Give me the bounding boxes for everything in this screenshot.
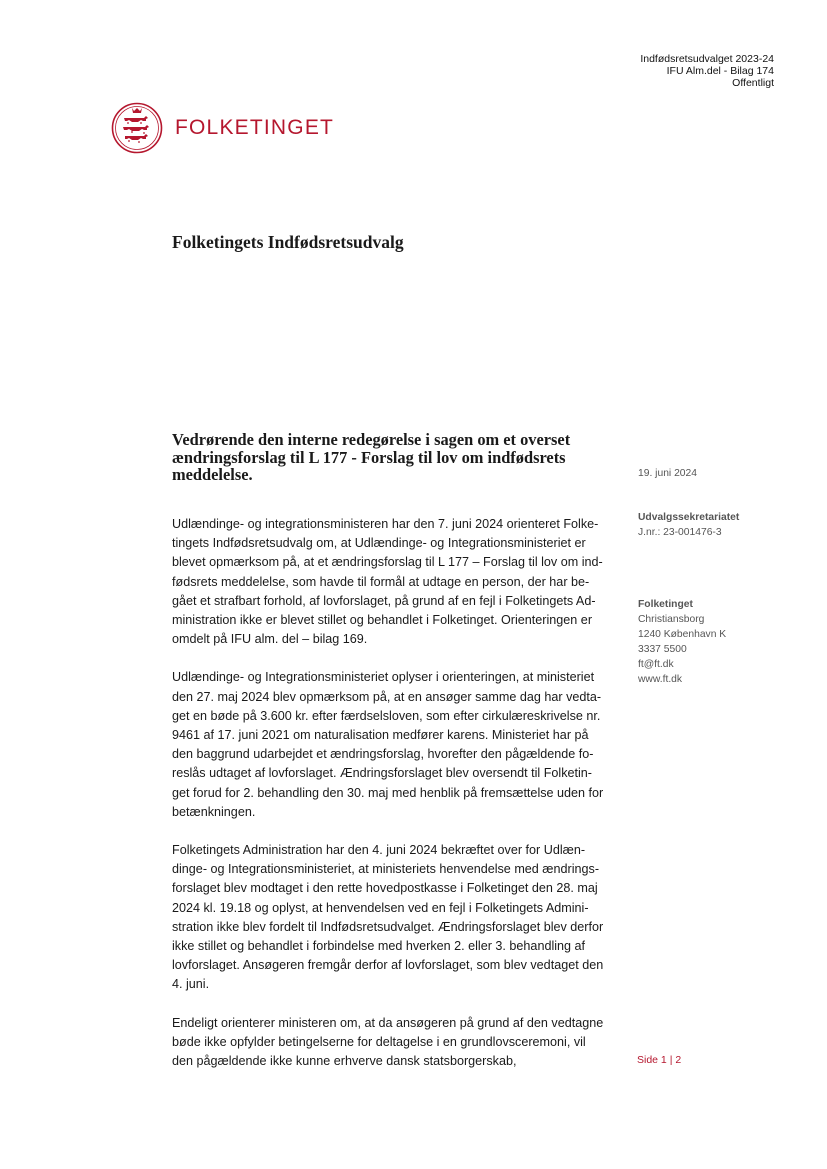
subject-heading: Vedrørende den interne redegørelse i sagen om et overset ændringsforslag til L 177 - Forslag til lov om indfødsrets meddelelse. xyxy=(172,430,571,484)
letter-date: 19. juni 2024 xyxy=(638,468,697,479)
website: www.ft.dk xyxy=(638,674,683,685)
ref-status: Offentligt xyxy=(732,77,774,89)
secretariat-block xyxy=(638,510,739,540)
address-line: Christiansborg xyxy=(638,614,705,625)
page-number: Side 1 | 2 xyxy=(637,1054,682,1066)
journal-number: J.nr.: 23-001476-3 xyxy=(638,527,722,538)
letter-body xyxy=(172,515,608,1090)
document-reference xyxy=(640,53,774,89)
body-paragraph: Folketingets Administration har den 4. juni 2024 bekræftet over for Udlæn-dinge- og Integrationsministeriet, at ministeriets henvendelse med ændrings-forslaget blev modtaget i den rette hovedpostkasse i Folketinget den 28. maj 2024 kl. 19.18 og oplyst, at henvendelsen ved en fejl i Folketingets Admini-stration ikke blev fordelt til Indfødsretsudvalget. Ændringsforslaget blev derfor ikke stillet og behandlet i forbindelse med hverken 2. eller 3. behandling af lovforslaget. Ansøgeren fremgår derfor af lovforslaget, som blev vedtaget den 4. juni. xyxy=(172,843,604,992)
ref-bilag: IFU Alm.del - Bilag 174 xyxy=(666,65,774,77)
body-paragraph: Endeligt orienterer ministeren om, at da ansøgeren på grund af den vedtagne bøde ikke opfylder betingelserne for deltagelse i en grundlovsceremoni, vil den pågældende ikke kunne erhverve dansk statsborgerskab, xyxy=(172,1015,604,1069)
org-name: Folketinget xyxy=(638,599,693,610)
folketinget-lions-seal-icon xyxy=(111,102,163,154)
body-paragraph: Udlændinge- og integrationsministeren har den 7. juni 2024 orienteret Folke-tingets Indfødsretsudvalg om, at Udlændinge- og Integrationsministeriet er blevet opmærksom på, at et ændringsforslag til L 177 – Forslag til lov om ind-fødsrets meddelelse, som havde til formål at udtage en person, der har be-gået et strafbart forhold, af lovforslaget, på grund af en fejl i Folketingets Ad-ministration ikke er blevet stillet og behandlet i Folketinget. Orienteringen er omdelt på IFU alm. del – bilag 169. xyxy=(172,517,603,647)
address-block xyxy=(638,597,726,687)
phone-number: 3337 5500 xyxy=(638,644,687,655)
folketinget-logo xyxy=(111,102,334,154)
body-paragraph: Udlændinge- og Integrationsministeriet oplyser i orienteringen, at ministeriet den 27. maj 2024 blev opmærksom på, at en ansøger samme dag har vedta-get en bøde på 3.600 kr. efter færdselsloven, som efter cirkulæreskrivelse nr. 9461 af 17. juni 2021 om naturalisation medfører karens. Ministeriet har på den baggrund udarbejdet et ændringsforslag, hvorefter den pågældende fo-reslås udtaget af lovforslaget. Ændringsforslaget blev oversendt til Folketin-get forud for 2. behandling den 30. maj med henblik på fremsættelse uden for betænkningen. xyxy=(172,670,604,819)
committee-heading: Folketingets Indfødsretsudvalg xyxy=(172,232,404,252)
ref-committee: Indfødsretsudvalget 2023-24 xyxy=(640,53,774,65)
secretariat-name: Udvalgssekretariatet xyxy=(638,512,740,523)
logo-wordmark: FOLKETINGET xyxy=(175,116,335,139)
postal-line: 1240 København K xyxy=(638,629,727,640)
email-address: ft@ft.dk xyxy=(638,659,674,670)
